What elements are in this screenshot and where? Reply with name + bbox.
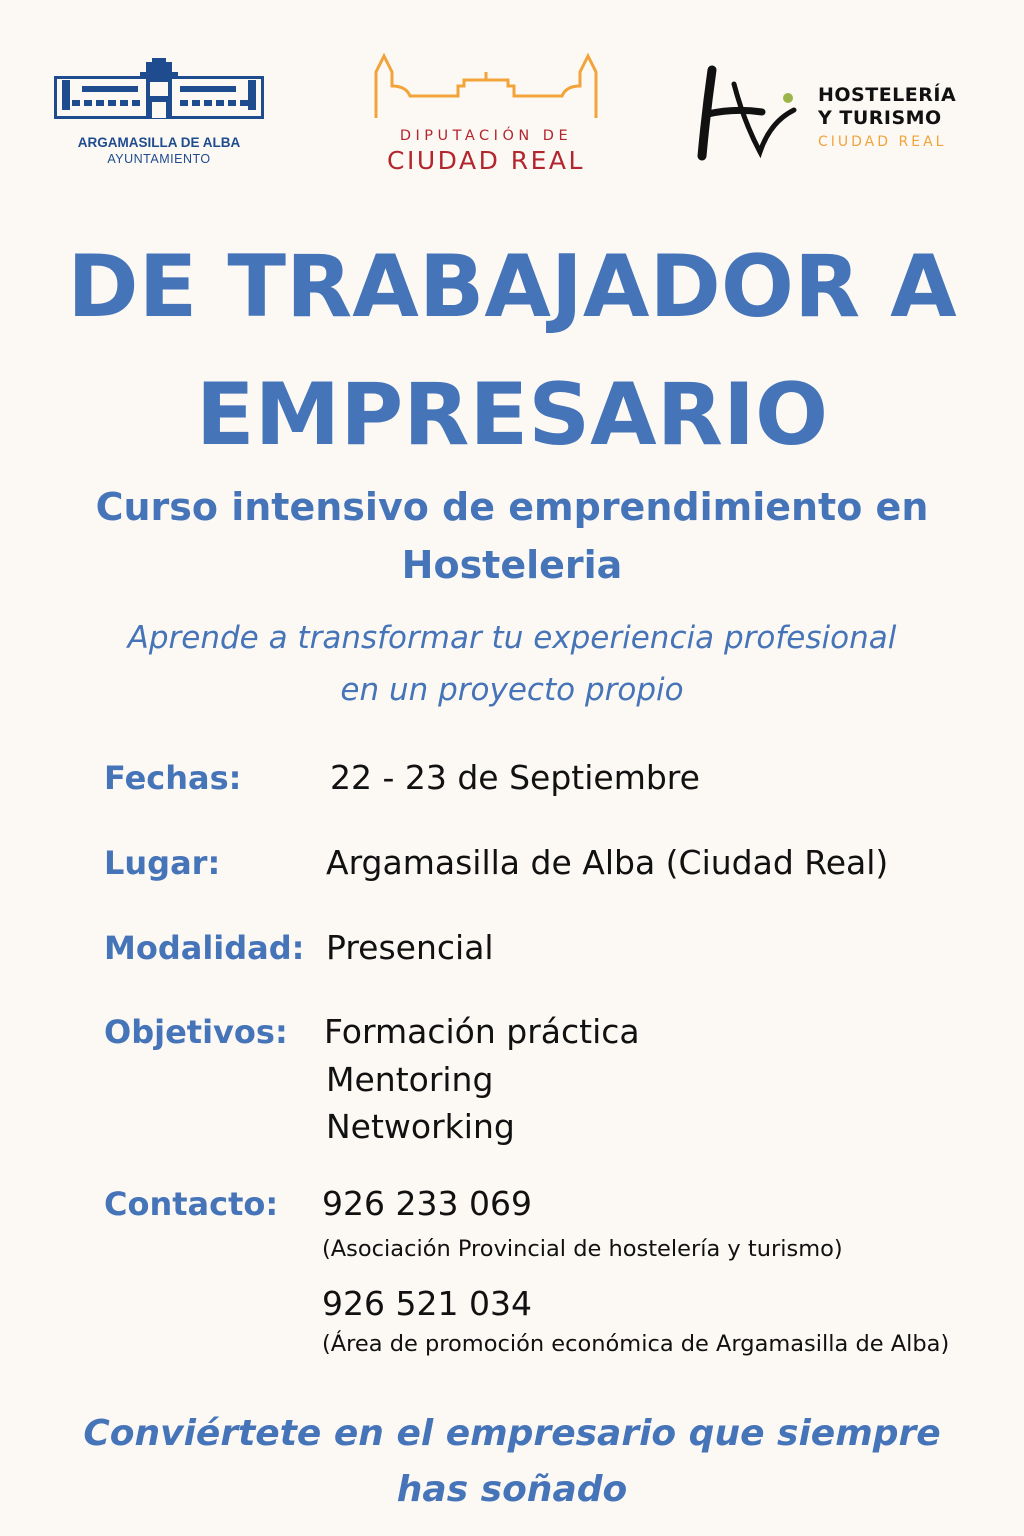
contact-phone-2-note: (Área de promoción económica de Argamasilla de Alba) <box>322 1331 950 1357</box>
contacto-label: Contacto: <box>104 1185 279 1223</box>
diputacion-line1: DIPUTACIÓN DE <box>399 128 573 144</box>
hosteleria-line3: CIUDAD REAL <box>818 134 947 150</box>
diputacion-logo <box>366 52 606 177</box>
diputacion-line2: CIUDAD REAL <box>387 146 585 175</box>
modalidad-label: Modalidad: <box>104 929 305 967</box>
lugar-value: Argamasilla de Alba (Ciudad Real) <box>326 843 889 882</box>
objetivos-label: Objetivos: <box>104 1013 288 1051</box>
lugar-label: Lugar: <box>104 844 221 882</box>
argamasilla-name: ARGAMASILLA DE ALBA <box>77 135 241 150</box>
argamasilla-subtitle: AYUNTAMIENTO <box>107 152 211 166</box>
modalidad-value: Presencial <box>326 928 494 967</box>
objetivo-item: Mentoring <box>326 1060 494 1099</box>
hosteleria-line1: HOSTELERÍA <box>818 84 957 106</box>
hosteleria-logo <box>694 62 984 162</box>
contact-phone-2[interactable]: 926 521 034 <box>322 1284 532 1323</box>
palace-outline-icon <box>366 52 606 124</box>
objetivo-item: Formación práctica <box>324 1012 640 1051</box>
subtitle-line-1: Curso intensivo de emprendimiento en <box>95 485 929 529</box>
fechas-value: 22 - 23 de Septiembre <box>330 758 700 797</box>
course-subtitle <box>40 478 984 594</box>
tagline-line-1: Aprende a transformar tu experiencia profesional <box>127 620 897 656</box>
closing-message <box>60 1406 964 1518</box>
subtitle-line-2: Hosteleria <box>401 543 623 587</box>
argamasilla-logo <box>52 58 266 170</box>
title-line-1: DE TRABAJADOR A <box>67 237 957 337</box>
tagline-line-2: en un proyecto propio <box>340 672 684 708</box>
tagline <box>40 612 984 716</box>
closing-line-1: Conviértete en el empresario que siempre <box>83 1413 941 1454</box>
contact-phone-1[interactable]: 926 233 069 <box>322 1184 532 1223</box>
hosteleria-mark-icon <box>694 62 804 162</box>
closing-line-2: has soñado <box>396 1469 628 1510</box>
contact-phone-1-note: (Asociación Provincial de hostelería y turismo) <box>322 1236 843 1262</box>
title-line-2: EMPRESARIO <box>195 365 829 465</box>
objetivo-item: Networking <box>326 1107 515 1146</box>
hosteleria-line2: Y TURISMO <box>818 107 942 129</box>
fechas-label: Fechas: <box>104 759 242 797</box>
